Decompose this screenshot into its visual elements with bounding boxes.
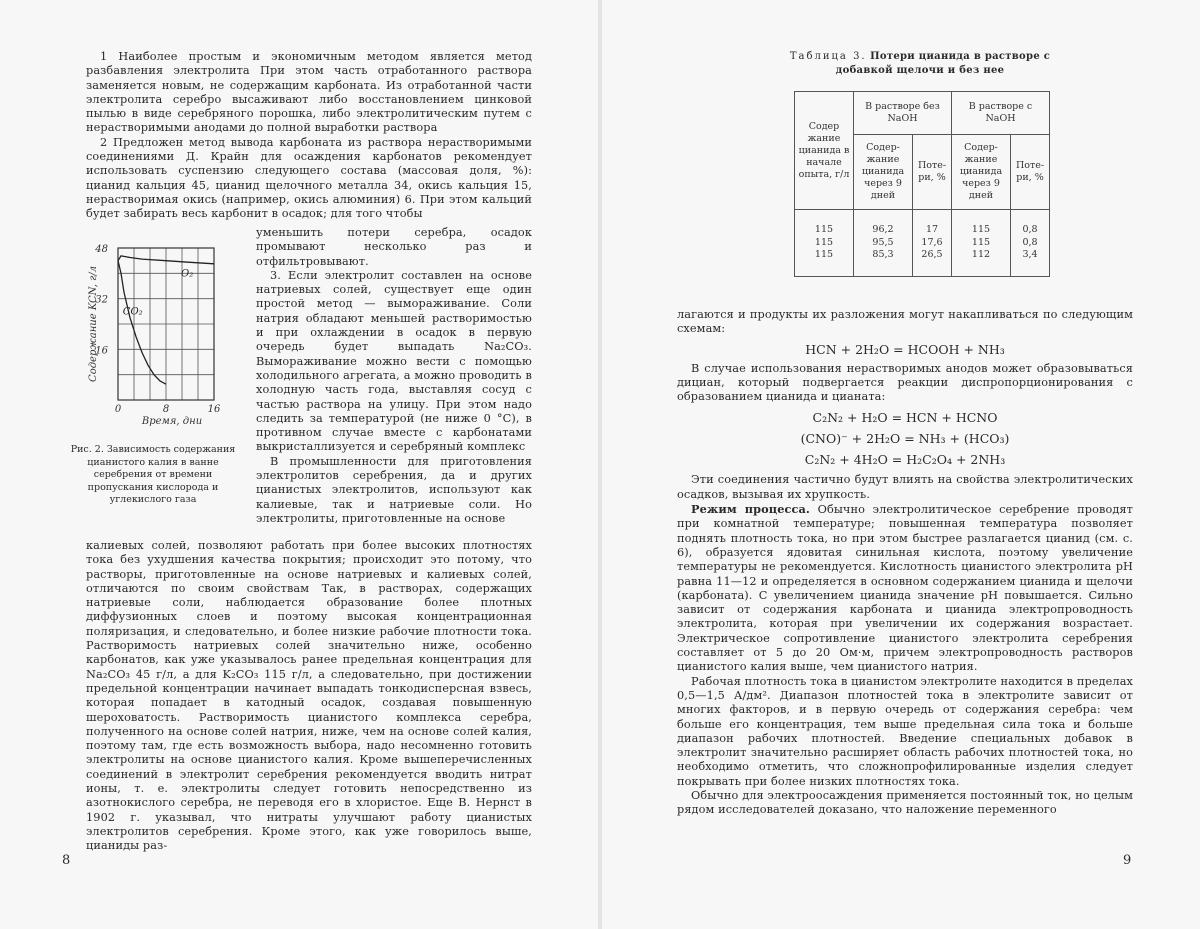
table-cell-col-2 bbox=[854, 210, 913, 277]
paragraph-regime-text: Обычно электролитическое серебрение проводят при комнатной температуре; повышенная температура позволяет поднять плотность тока, но при этом быстрее разлагается цианид (см. с. 6), образуется ядовитая синильная кислота, поэтому увеличение температуры не рекомендуется. Кислотность цианистого электролита pH равна 11—12 и определяется в основном содержанием цианида и щелочи (карбоната). С увеличением цианида значение pH повышается. Сильно зависит от содержания карбоната и цианида электропроводность электролита, которая при увеличении их содержания возрастает. Электрическое сопротивление цианистого электролита серебрения составляет от 5 до 20 Ом·м, причем электропроводность растворов цианистого калия выше, чем цианистого натрия. bbox=[677, 503, 1133, 674]
table-cell: 112 bbox=[971, 249, 991, 261]
y-tick-label: 16 bbox=[95, 345, 108, 357]
x-tick-label: 8 bbox=[162, 404, 170, 415]
page-number-left: 8 bbox=[62, 853, 71, 868]
paragraph-dilution: 1 Наиболее простым и экономичным методом является метод разбавления электролита При этом часть отработанного раствора заменяется новым, не содержащим карбоната. Из отработанной части электролита серебро высаживают либо восстановлением цинковой пылью в виде серебряного порошка, либо электролитическим путем с нерастворимыми анодами до полной выработки раствора bbox=[86, 50, 532, 135]
equation: (CNO)⁻ + 2H₂O = NH₃ + (HCO₃) bbox=[800, 431, 1010, 447]
table-cell: 85,3 bbox=[872, 249, 894, 261]
page-number-right: 9 bbox=[1123, 853, 1132, 868]
table-title-text: Потери цианида в растворе с добавкой щелочи и без нее bbox=[835, 51, 1051, 76]
equation: C₂N₂ + 4H₂O = H₂C₂O₄ + 2NH₃ bbox=[804, 452, 1006, 468]
series-line-co2 bbox=[118, 261, 166, 385]
chart-kcn-vs-time bbox=[70, 238, 236, 438]
y-axis-label: Содержание KCN, г/л bbox=[88, 266, 99, 382]
table-cyanide-losses bbox=[794, 91, 1050, 277]
equation-hcn-hydrolysis: HCN + 2H₂O = HCOOH + NH₃ bbox=[805, 341, 1005, 357]
table-subheader: Содер- жание цианида через 9 дней bbox=[952, 135, 1011, 210]
series-label-o2: O₂ bbox=[181, 268, 194, 280]
right-text bbox=[677, 308, 1133, 818]
table-cell: 95,5 bbox=[872, 236, 894, 248]
x-axis-label: Время, дни bbox=[141, 416, 203, 427]
table-group-header-naoh: В растворе с NaOH bbox=[952, 92, 1050, 135]
paragraph-freezing: 3. Если электролит составлен на основе натриевых солей, существует еще один простой метод — вымораживание. Соли натрия обладают меньшей растворимостью и при охлаждении в осадок в первую очередь будет выпадать Na₂CO₃. Вымораживание можно вести с помощью холодильного агрегата, а можно проводить в холодную часть года, выставляя сосуд с частью раствора на улицу. При этом надо следить за температурой (не ниже 0 °С), в противном случае вместе с карбонатами выкристаллизуется и серебряный комплекс bbox=[256, 268, 532, 454]
table-cell: 115 bbox=[814, 224, 834, 236]
table-cell: 0,8 bbox=[1022, 224, 1038, 236]
figure bbox=[70, 238, 236, 507]
table-cell: 96,2 bbox=[872, 224, 894, 236]
left-page bbox=[0, 0, 598, 929]
y-tick-label: 48 bbox=[95, 244, 108, 255]
paragraph-industry: В промышленности для приготовления электролитов серебрения, да и других цианистых электролитов, используют как калиевые, так и натриевые соли. Но электролиты, приготовленные на основе bbox=[256, 454, 532, 525]
table-cell-col-1 bbox=[795, 210, 854, 277]
table-group-header-no-naoh: В растворе без NaOH bbox=[854, 92, 952, 135]
paragraph-current-density: Рабочая плотность тока в цианистом электролите находится в пределах 0,5—1,5 А/дм². Диапазон плотностей тока в электролите зависит от многих факторов, и в первую очередь от содержания серебра: чем больше его концентрация, тем выше предельная сила тока и больше диапазон рабочих плотностей. Введение специальных добавок в электролит значительно расширяет область рабочих плотностей тока, но необходимо отметить, что сложнопрофилированные изделия следует покрывать при более низких плотностях тока. bbox=[677, 674, 1133, 788]
table-cell: 115 bbox=[971, 224, 991, 236]
paragraph-regime bbox=[677, 502, 1133, 675]
paragraph-alternating-current: Обычно для электроосаждения применяется постоянный ток, но целым рядом исследователей доказано, что наложение переменного bbox=[677, 789, 1133, 817]
paragraph-dicyan: В случае использования нерастворимых анодов может образовываться дициан, который подвергается реакции диспропорционирования с образованием цианида и цианата: bbox=[677, 361, 1133, 404]
right-page bbox=[602, 0, 1200, 929]
series-label-co2: CO₂ bbox=[122, 306, 143, 318]
paragraph-crain-method: 2 Предложен метод вывода карбоната из раствора нерастворимыми соединениями Д. Крайн для осаждения карбонатов рекомендует использовать суспензию следующего состава (массовая доля, %): цианид кальция 45, цианид щелочного металла 34, окись кальция 15, нерастворимая окись (например, окись алюминия) 6. При этом кальций будет забирать весь карбонит в осадок; для того чтобы bbox=[86, 135, 532, 221]
left-bottom-text bbox=[86, 539, 532, 854]
paragraph-brittleness: Эти соединения частично будут влиять на свойства электролитических осадков, вызывая их хрупкость. bbox=[677, 473, 1133, 501]
figure-caption: Рис. 2. Зависимость содержания цианистого калия в ванне серебрения от времени пропускания кислорода и углекислого газа bbox=[70, 444, 236, 505]
table-cell: 0,8 bbox=[1022, 236, 1038, 248]
table-cell: 115 bbox=[814, 236, 834, 248]
table-cell: 115 bbox=[971, 236, 991, 248]
table-title bbox=[770, 50, 1070, 78]
table-cell-col-3 bbox=[913, 210, 952, 277]
table-cell-col-4 bbox=[952, 210, 1011, 277]
paragraph-potassium-salts: калиевых солей, позволяют работать при более высоких плотностях тока без ухудшения качества покрытия; происходит это потому, что растворы, приготовленные на основе натриевых и калиевых солей, отличаются по своим свойствам Так, в растворах, содержащих натриевые соли, наблюдается образование более плотных диффузионных слоев и поэтому высокая концентрационная поляризация, и следовательно, и более низкие рабочие плотности тока. Растворимость натриевых солей значительно ниже, особенно карбонатов, как уже указывалось ранее предельная концентрация для Na₂CO₃ 45 г/л, а для K₂CO₃ 115 г/л, а следовательно, при достижении предельной концентрации начинает выпадать тонкодисперсная взвесь, которая попадает в катодный осадок, создавая повышенную шероховатость. Растворимость цианистого комплекса серебра, полученного на основе солей натрия, ниже, чем на основе солей калия, поэтому там, где есть возможность выбора, надо несомненно готовить электролиты на основе цианистого калия. Кроме вышеперечисленных соединений в электролит серебрения рекомендуется вводить нитрат ионы, т. е. электролиты следует готовить непосредственно из азотнокислого серебра, не переводя его в хлористое. Еще В. Нернст в 1902 г. указывал, что нитраты улучшают работу цианистых электролитов серебрения. Кроме этого, как уже говорилось выше, цианиды раз- bbox=[86, 539, 532, 853]
table-subheader: Содер- жание цианида через 9 дней bbox=[854, 135, 913, 210]
table-cell: 3,4 bbox=[1022, 249, 1038, 261]
left-side-text bbox=[256, 226, 532, 526]
paragraph-filter: уменьшить потери серебра, осадок промывают несколько раз и отфильтровывают. bbox=[256, 226, 532, 268]
table-subheader: Поте- ри, % bbox=[1011, 135, 1050, 210]
x-tick-label: 0 bbox=[114, 404, 122, 415]
paragraph-decomposition: лагаются и продукты их разложения могут накапливаться по следующим схемам: bbox=[677, 308, 1133, 336]
table-cell-col-5 bbox=[1011, 210, 1050, 277]
section-heading-regime: Режим процесса. bbox=[691, 502, 810, 517]
y-tick-label: 32 bbox=[95, 294, 108, 306]
table-subheader: Поте- ри, % bbox=[913, 135, 952, 210]
x-tick-label: 16 bbox=[207, 404, 221, 415]
table-label: Таблица 3. bbox=[789, 51, 867, 62]
table-cell: 115 bbox=[814, 249, 834, 261]
table-cell: 17,6 bbox=[921, 236, 943, 248]
table-cell: 17 bbox=[925, 224, 939, 236]
table-cell: 26,5 bbox=[921, 249, 943, 261]
left-top-text bbox=[86, 50, 532, 222]
equation: C₂N₂ + H₂O = HCN + HCNO bbox=[812, 410, 998, 426]
table-corner-header: Содер жание цианида в начале опыта, г/л bbox=[795, 92, 854, 210]
